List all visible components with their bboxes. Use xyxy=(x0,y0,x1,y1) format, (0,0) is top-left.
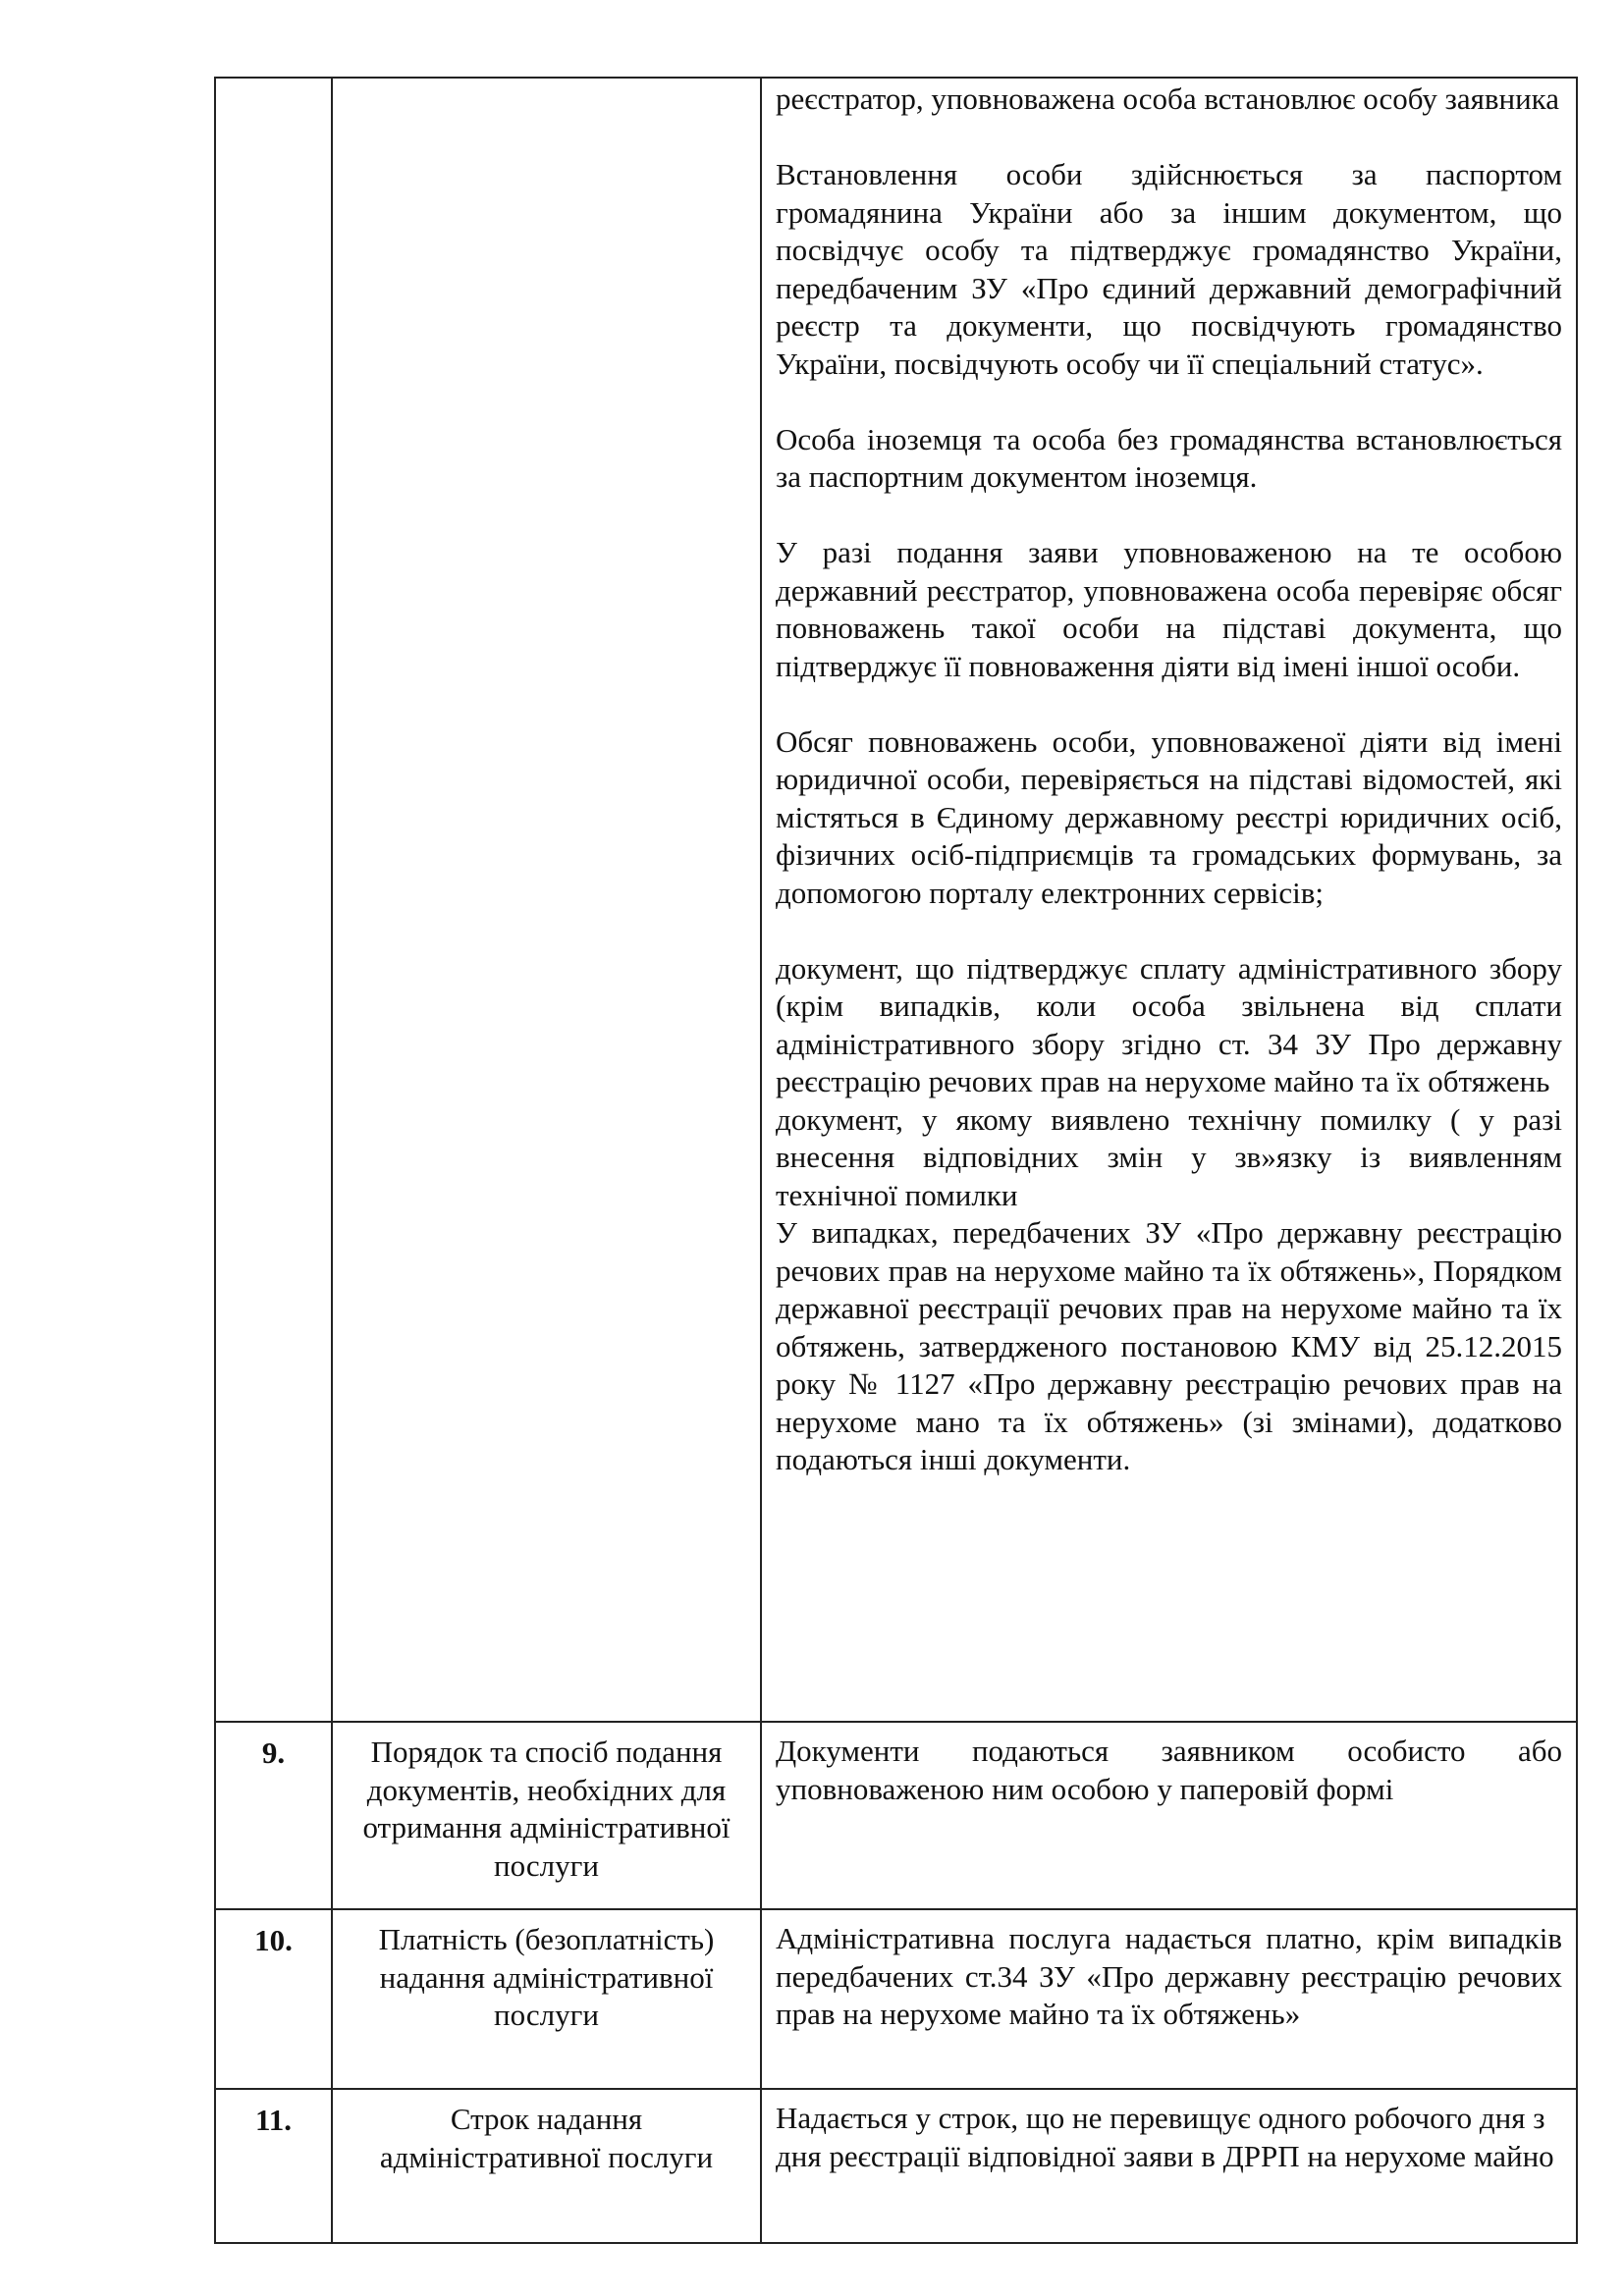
row-number: 9. xyxy=(215,1722,332,1909)
service-info-table xyxy=(214,77,1578,2244)
paragraph-fee-document: документ, що підтверджує сплату адміністративного збору (крім випадків, коли особа звільнена від сплати адміністративного збору згідно ст. 34 ЗУ Про державну реєстрацію речових прав на нерухоме майно та їх обтяжень xyxy=(776,950,1562,1098)
row-description: Документи подаються заявником особисто або уповноваженою ним особою у паперовій формі xyxy=(761,1722,1577,1909)
table-row xyxy=(215,2089,1577,2243)
row-number: 11. xyxy=(215,2089,332,2243)
table-row xyxy=(215,1909,1577,2089)
row-name: Порядок та спосіб подання документів, необхідних для отримання адміністративної послуги xyxy=(332,1722,761,1909)
row-name-cell xyxy=(332,78,761,1722)
row-description-cell xyxy=(761,78,1577,1722)
paragraph-passport: Встановлення особи здійснюється за паспортом громадянина України або за іншим документом, що посвідчує особу та підтверджує громадянство України, передбаченим ЗУ «Про єдиний державний демографічний реєстр та документи, що посвідчують громадянство України, посвідчують особу чи її спеціальний статус». xyxy=(776,157,1562,381)
row-name: Строк надання адміністративної послуги xyxy=(332,2089,761,2243)
row-description: Адміністративна послуга надається платно, крім випадків передбачених ст.34 ЗУ «Про державну реєстрацію речових прав на нерухоме майно та їх обтяжень» xyxy=(761,1909,1577,2089)
row-number-cell xyxy=(215,78,332,1722)
paragraph-foreigner: Особа іноземця та особа без громадянства встановлюється за паспортним документом іноземця. xyxy=(776,421,1562,494)
table-row xyxy=(215,1722,1577,1909)
paragraph-authorized-person: У разі подання заяви уповноваженою на те особою державний реєстратор, уповноважена особа перевіряє обсяг повноважень такої особи на підставі документа, що підтверджує її повноваження діяти від імені іншої особи. xyxy=(776,535,1562,683)
table-row-continued xyxy=(215,78,1577,1722)
row-name: Платність (безоплатність) надання адміністративної послуги xyxy=(332,1909,761,2089)
paragraph-technical-error: документ, у якому виявлено технічну помилку ( у разі внесення відповідних змін у зв»язку із виявленням технічної помилки xyxy=(776,1101,1562,1212)
paragraph-other-documents: У випадках, передбачених ЗУ «Про державну реєстрацію речових прав на нерухоме майно та їх обтяжень», Порядком державної реєстрації речових прав на нерухоме майно та їх обтяжень, затвердженого постановою КМУ від 25.12.2015 року № 1127 «Про державну реєстрацію речових прав на нерухоме мано та їх обтяжень» (зі змінами), додатково подаються інші документи. xyxy=(776,1215,1562,1476)
row-number: 10. xyxy=(215,1909,332,2089)
row-description: Надається у строк, що не перевищує одного робочого дня з дня реєстрації відповідної заяви в ДРРП на нерухоме майно xyxy=(761,2089,1577,2243)
paragraph-legal-entity-powers: Обсяг повноважень особи, уповноваженої діяти від імені юридичної особи, перевіряється на підставі відомостей, які містяться в Єдиному державному реєстрі юридичних осіб, фізичних осіб-підприємців та громадських формувань, за допомогою порталу електронних сервісів; xyxy=(776,723,1562,910)
paragraph-identity-verification: реєстратор, уповноважена особа встановлює особу заявника xyxy=(776,81,1560,116)
